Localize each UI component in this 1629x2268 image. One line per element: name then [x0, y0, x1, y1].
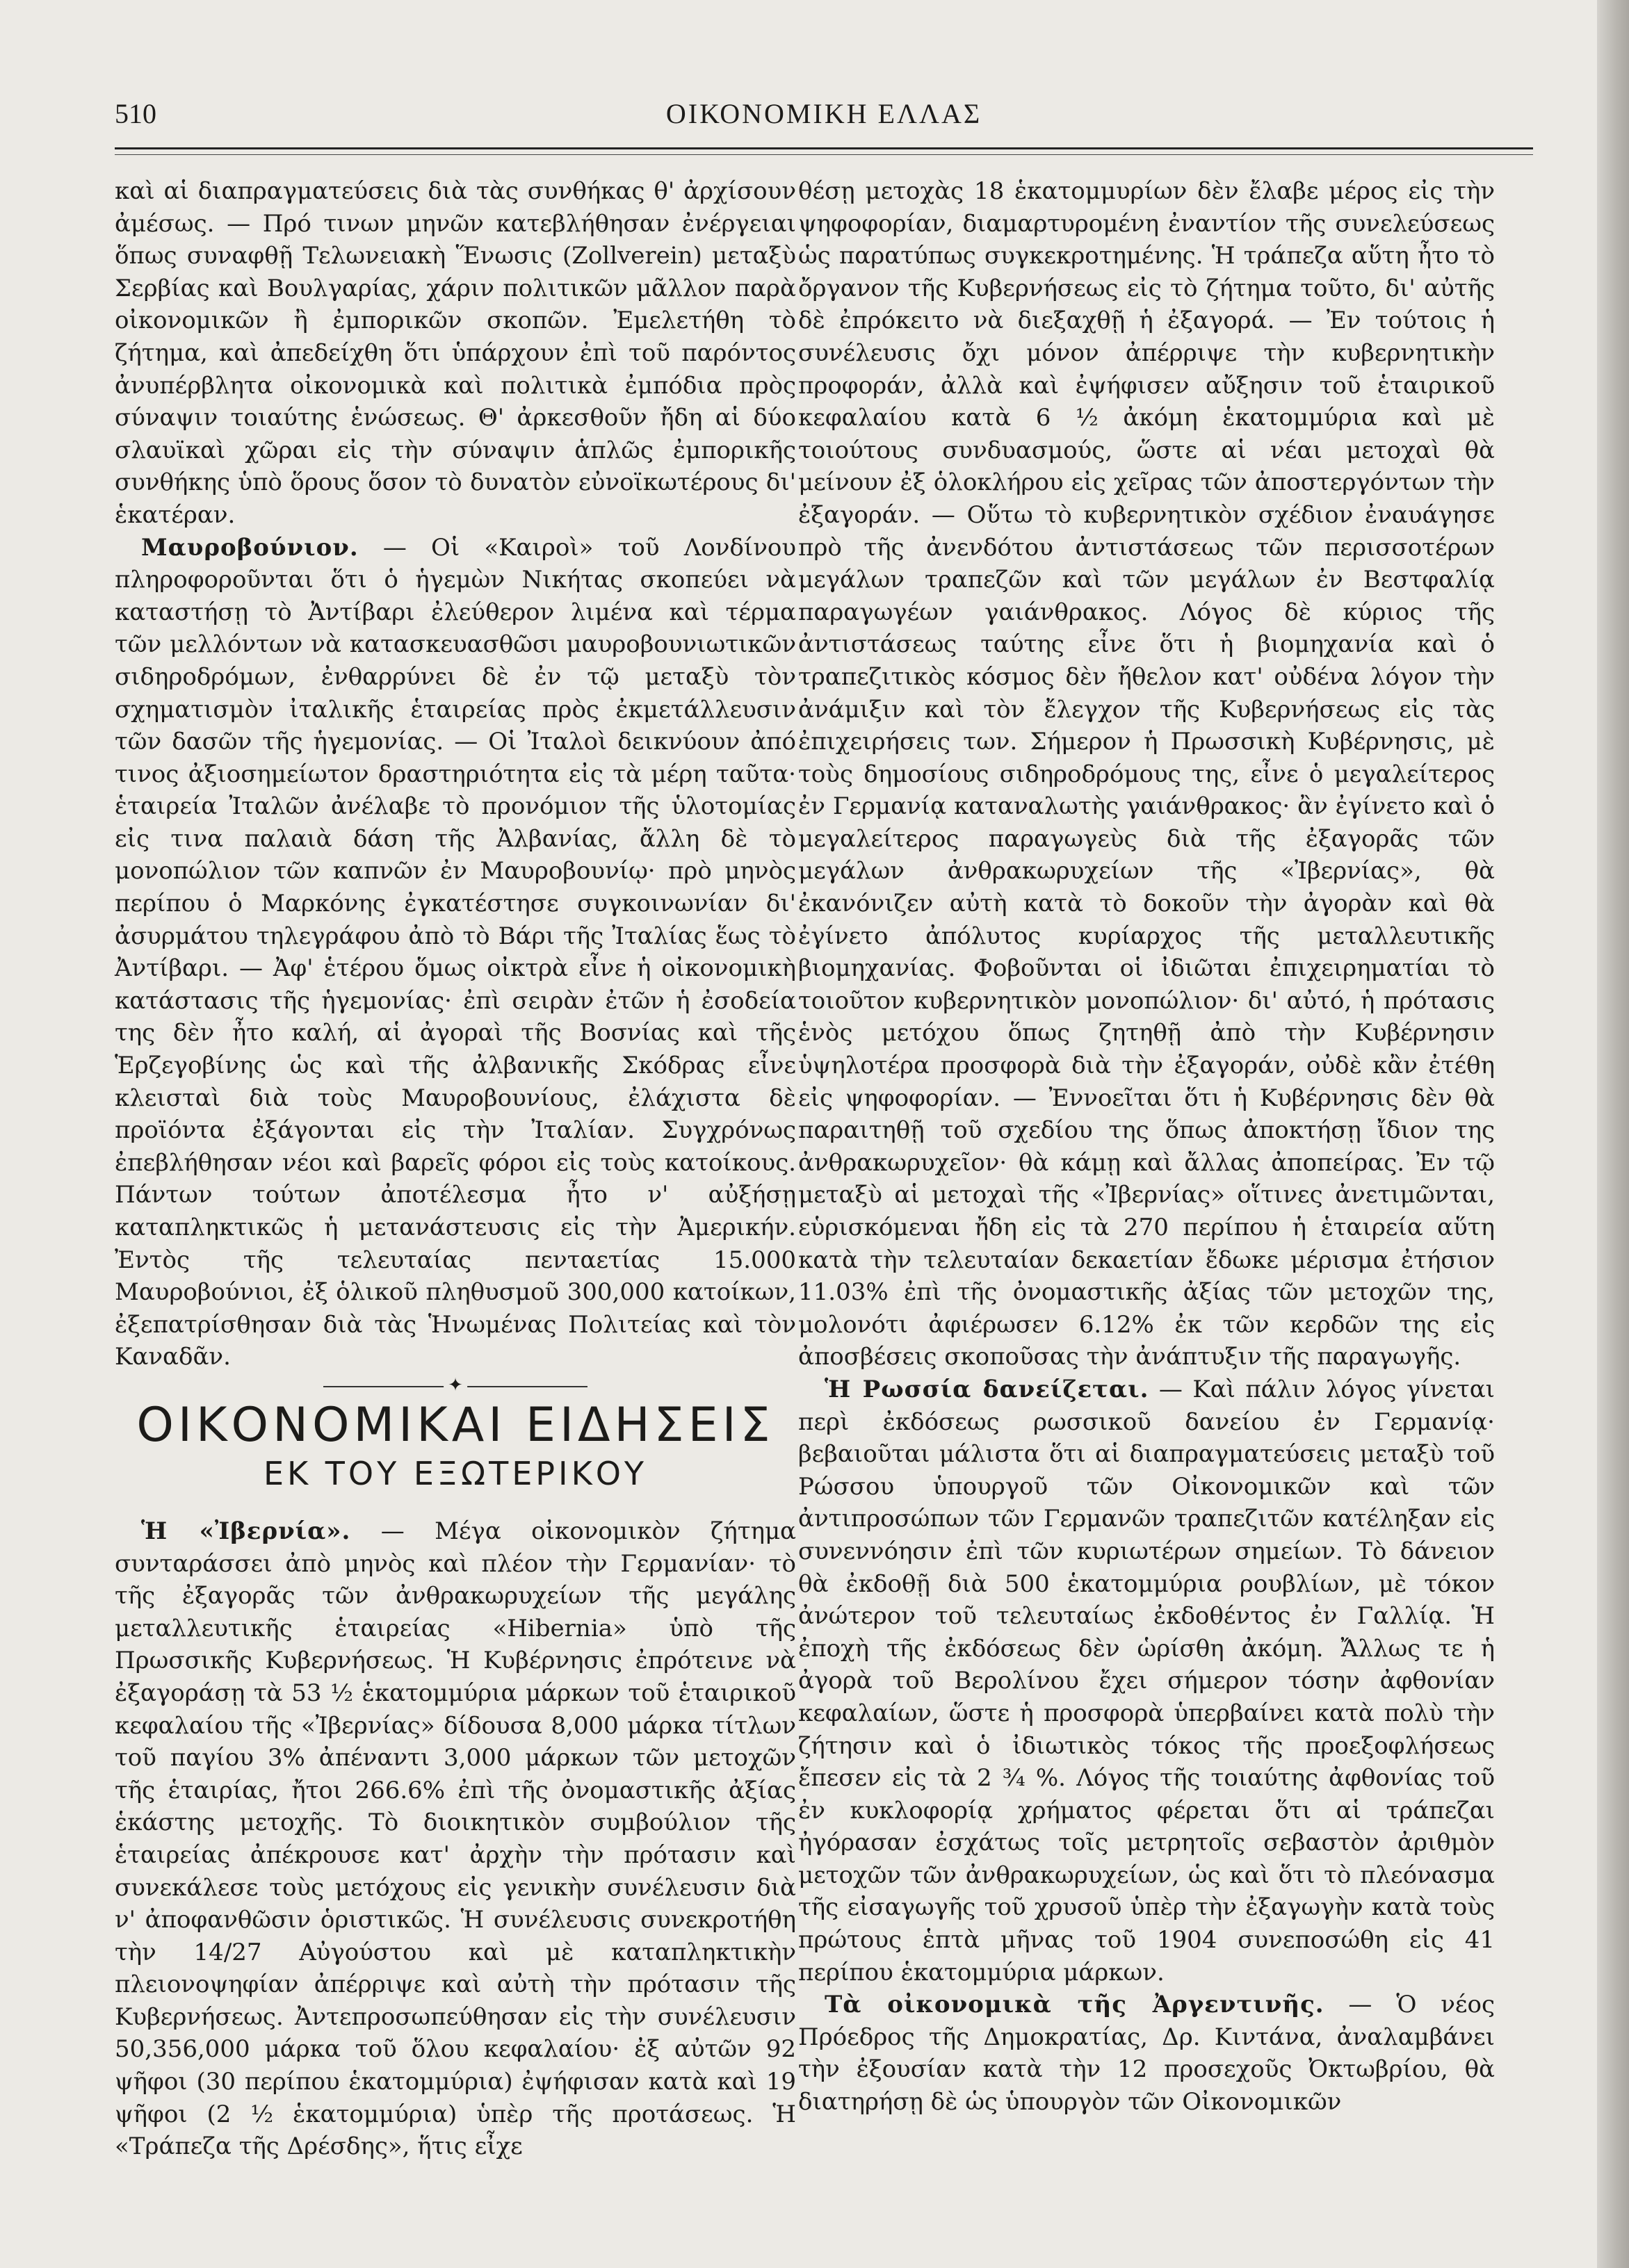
section-divider	[323, 1374, 587, 1396]
section-title: ΟΙΚΟΝΟΜΙΚΑΙ ΕΙΔΗΣΕΙΣ	[136, 1397, 775, 1453]
page-number: 510	[115, 98, 156, 129]
book-spine-shadow	[1597, 0, 1629, 2268]
journal-title: ΟΙΚΟΝΟΜΙΚΗ ΕΛΛΑΣ	[665, 98, 982, 129]
section-subtitle: ΕΚ ΤΟΥ ΕΞΩΤΕΡΙΚΟΥ	[263, 1454, 648, 1492]
paragraph-hibernia-continued: θέσῃ μετοχὰς 18 ἑκατομμυρίων δὲν ἔλαβε μέρος εἰς τὴν ψηφοφορίαν, διαμαρτυρομένη ἐναντίον τῆς συνελεύσεως ὡς παρατύπως συγκεκροτημένης. Ἡ τράπεζα αὕτη ἦτο τὸ ὄργανον τῆς Κυβερνήσεως εἰς τὸ ζήτημα τοῦτο, δι' αὐτῆς δὲ ἐπρόκειτο νὰ διεξαχθῇ ἡ ἐξαγορά. — Ἐν τούτοις ἡ συνέλευσις ὄχι μόνον ἀπέρριψε τὴν κυβερνητικὴν προφοράν, ἀλλὰ καὶ ἐψήφισεν αὔξησιν τοῦ ἑταιρικοῦ κεφαλαίου κατὰ 6 ½ ἀκόμη ἑκατομμύρια καὶ μὲ τοιούτους συνδυασμούς, ὥστε αἱ νέαι μετοχαὶ θὰ μείνουν ἐξ ὁλοκλήρου εἰς χεῖρας τῶν ἀποστεργόντων τὴν ἐξαγοράν. — Οὕτω τὸ κυβερνητικὸν σχέδιον ἐναυάγησε πρὸ τῆς ἀνενδότου ἀντιστάσεως τῶν περισσοτέρων μεγάλων τραπεζῶν καὶ τῶν μεγάλων ἐν Βεστφαλίᾳ παραγωγέων γαιάνθρακος. Λόγος δὲ κύριος τῆς ἀντιστάσεως ταύτης εἶνε ὅτι ἡ βιομηχανία καὶ ὁ τραπεζιτικὸς κόσμος δὲν ἤθελον κατ' οὐδένα λόγον τὴν ἀνάμιξιν καὶ τὸν ἔλεγχον τῆς Κυβερνήσεως εἰς τὰς ἐπιχειρήσεις των. Σήμερον ἡ Πρωσσικὴ Κυβέρνησις, μὲ τοὺς δημοσίους σιδηροδρόμους της, εἶνε ὁ μεγαλείτερος ἐν Γερμανίᾳ καταναλωτὴς γαιάνθρακος· ἂν ἐγίνετο καὶ ὁ μεγαλείτερος παραγωγεὺς διὰ τῆς ἐξαγορᾶς τῶν μεγάλων ἀνθρακωρυχείων τῆς «Ἰβερνίας», θὰ ἐκανόνιζεν αὐτὴ κατὰ τὸ δοκοῦν τὴν ἀγορὰν καὶ θὰ ἐγίνετο ἀπόλυτος κυρίαρχος τῆς μεταλλευτικῆς βιομηχανίας. Φοβοῦνται οἱ ἰδιῶται ἐπιχειρηματίαι τὸ τοιοῦτον κυβερνητικὸν μονοπώλιον· δι' αὐτό, ἡ πρότασις ἑνὸς μετόχου ὅπως ζητηθῇ ἀπὸ τὴν Κυβέρνησιν ὑψηλοτέρα προσφορὰ διὰ τὴν ἐξαγοράν, οὐδὲ κἂν ἐτέθη εἰς ψηφοφορίαν. — Ἐννοεῖται ὅτι ἡ Κυβέρνησις δὲν θὰ παραιτηθῇ τοῦ σχεδίου της ὅπως ἀποκτήσῃ ἴδιον της ἀνθρακωρυχεῖον· θὰ κάμῃ καὶ ἄλλας ἀποπείρας. Ἐν τῷ μεταξὺ αἱ μετοχαὶ τῆς «Ἰβερνίας» οἵτινες ἀνετιμῶνται, εὑρισκόμεναι ἤδη εἰς τὰ 270 περίπου ἡ ἑταιρεία αὕτη κατὰ τὴν τελευταίαν δεκαετίαν ἔδωκε μέρισμα ἐτήσιον 11.03% ἐπὶ τῆς ὀνομαστικῆς ἀξίας τῶν μετοχῶν της, μολονότι ἀφιέρωσεν 6.12% ἐκ τῶν κερδῶν της εἰς ἀποσβέσεις σκοποῦσας τὴν ἀνάπτυξιν τῆς παραγωγῆς.	[798, 177, 1495, 1371]
article-body-argentina: — Ὁ νέος Πρόεδρος τῆς Δημοκρατίας, Δρ. Κιντάνα, ἀναλαμβάνει τὴν ἐξουσίαν κατὰ τὴν 12 προσεχοῦς Ὀκτωβρίου, θὰ διατηρήσῃ δὲ ὡς ὑπουργὸν τῶν Οἰκονομικῶν	[798, 1991, 1495, 2116]
article-heading-montenegro: Μαυροβούνιον.	[141, 533, 359, 562]
article-body-hibernia: — Μέγα οἰκονομικὸν ζήτημα συνταράσσει ἀπὸ μηνὸς καὶ πλέον τὴν Γερμανίαν· τὸ τῆς ἐξαγορᾶς τῶν ἀνθρακωρυχείων τῆς μεγάλης μεταλλευτικῆς ἑταιρείας «Hibernia» ὑπὸ τῆς Πρωσσικῆς Κυβερνήσεως. Ἡ Κυβέρνησις ἐπρότεινε νὰ ἐξαγοράσῃ τὰ 53 ½ ἑκατομμύρια μάρκων τοῦ ἑταιρικοῦ κεφαλαίου τῆς «Ἰβερνίας» δίδουσα 8,000 μάρκα τίτλων τοῦ παγίου 3% ἀπέναντι 3,000 μάρκων τῶν μετοχῶν τῆς ἑταιρίας, ἤτοι 266.6% ἐπὶ τῆς ὀνομαστικῆς ἀξίας ἑκάστης μετοχῆς. Τὸ διοικητικὸν συμβούλιον τῆς ἑταιρείας ἀπέκρουσε κατ' ἀρχὴν τὴν πρότασιν καὶ συνεκάλεσε τοὺς μετόχους εἰς γενικὴν συνέλευσιν διὰ ν' ἀποφανθῶσιν ὁριστικῶς. Ἡ συνέλευσις συνεκροτήθη τὴν 14/27 Αὐγούστου καὶ μὲ καταπληκτικὴν πλειονοψηφίαν ἀπέρριψε καὶ αὐτὴ τὴν πρότασιν τῆς Κυβερνήσεως. Ἀντεπροσωπεύθησαν εἰς τὴν συνέλευσιν 50,356,000 μάρκα τοῦ ὅλου κεφαλαίου· ἐξ αὐτῶν 92 ψῆφοι (30 περίπου ἑκατομμύρια) ἐψήφισαν κατὰ καὶ 19 ψῆφοι (2 ½ ἑκατομμύρια) ὑπὲρ τῆς προτάσεως. Ἡ «Τράπεζα τῆς Δρέσδης», ἥτις εἶχε	[115, 1517, 796, 2161]
article-heading-russia: Ἡ Ρωσσία δανείζεται.	[825, 1375, 1149, 1403]
article-body-montenegro: — Οἱ «Καιροὶ» τοῦ Λονδίνου πληροφοροῦνται ὅτι ὁ ἡγεμὼν Νικήτας σκοπεύει νὰ καταστήσῃ τὸ Ἀντίβαρι ἐλεύθερον λιμένα καὶ τέρμα τῶν μελλόντων νὰ κατασκευασθῶσι μαυροβουνιωτικῶν σιδηροδρόμων, ἐνθαρρύνει δὲ ἐν τῷ μεταξὺ τὸν σχηματισμὸν ἰταλικῆς ἑταιρείας πρὸς ἐκμετάλλευσιν τῶν δασῶν τῆς ἡγεμονίας. — Οἱ Ἰταλοὶ δεικνύουν ἀπό τινος ἀξιοσημείωτον δραστηριότητα εἰς τὰ μέρη ταῦτα· ἑταιρεία Ἰταλῶν ἀνέλαβε τὸ προνόμιον τῆς ὑλοτομίας εἰς τινα παλαιὰ δάση τῆς Ἀλβανίας, ἄλλη δὲ τὸ μονοπώλιον τῶν καπνῶν ἐν Μαυροβουνίῳ· πρὸ μηνὸς περίπου ὁ Μαρκόνης ἐγκατέστησε συγκοινωνίαν δι' ἀσυρμάτου τηλεγράφου ἀπὸ τὸ Βάρι τῆς Ἰταλίας ἕως τὸ Ἀντίβαρι. — Ἀφ' ἑτέρου ὅμως οἰκτρὰ εἶνε ἡ οἰκονομικὴ κατάστασις τῆς ἡγεμονίας· ἐπὶ σειρὰν ἐτῶν ἡ ἐσοδεία της δὲν ἦτο καλή, αἱ ἀγοραὶ τῆς Βοσνίας καὶ τῆς Ἑρζεγοβίνης ὡς καὶ τῆς ἀλβανικῆς Σκόδρας εἶνε κλεισταὶ διὰ τοὺς Μαυροβουνίους, ἐλάχιστα δὲ προϊόντα ἐξάγονται εἰς τὴν Ἰταλίαν. Συγχρόνως ἐπεβλήθησαν νέοι καὶ βαρεῖς φόροι εἰς τοὺς κατοίκους. Πάντων τούτων ἀποτέλεσμα ἦτο ν' αὐξήσῃ καταπληκτικῶς ἡ μετανάστευσις εἰς τὴν Ἀμερικήν. Ἐντὸς τῆς τελευταίας πενταετίας 15.000 Μαυροβούνιοι, ἐξ ὁλικοῦ πληθυσμοῦ 300,000 κατοίκων, ἐξεπατρίσθησαν διὰ τὰς Ἡνωμένας Πολιτείας καὶ τὸν Καναδᾶν.	[115, 533, 796, 1371]
header-rule-thin	[115, 154, 1533, 155]
header-rule	[115, 147, 1533, 149]
right-column	[798, 175, 1495, 2119]
running-head	[115, 97, 1533, 139]
paragraph-customs-union: καὶ αἱ διαπραγματεύσεις διὰ τὰς συνθήκας θ' ἀρχίσουν ἀμέσως. — Πρό τινων μηνῶν κατεβλήθησαν ἐνέργειαι ὅπως συναφθῇ Τελωνειακὴ Ἕνωσις (Zollverein) μεταξὺ Σερβίας καὶ Βουλγαρίας, χάριν πολιτικῶν μᾶλλον παρὰ οἰκονομικῶν ἢ ἐμπορικῶν σκοπῶν. Ἐμελετήθη τὸ ζήτημα, καὶ ἀπεδείχθη ὅτι ὑπάρχουν ἐπὶ τοῦ παρόντος ἀνυπέρβλητα οἰκονομικὰ καὶ πολιτικὰ ἐμπόδια πρὸς σύναψιν τοιαύτης ἑνώσεως. Θ' ἀρκεσθοῦν ἤδη αἱ δύο σλαυϊκαὶ χῶραι εἰς τὴν σύναψιν ἁπλῶς ἐμπορικῆς συνθήκης ὑπὸ ὅρους ὅσον τὸ δυνατὸν εὐνοϊκωτέρους δι' ἑκατέραν.	[115, 177, 796, 529]
paragraph-argentina	[798, 1989, 1495, 2118]
divider-ornament-icon: ✦	[444, 1376, 467, 1394]
article-heading-argentina: Τὰ οἰκονομικὰ τῆς Ἀργεντινῆς.	[825, 1991, 1324, 2019]
article-body-russia: — Καὶ πάλιν λόγος γίνεται περὶ ἐκδόσεως ρωσσικοῦ δανείου ἐν Γερμανίᾳ· βεβαιοῦται μάλιστα ὅτι αἱ διαπραγματεύσεις μεταξὺ τοῦ Ρώσσου ὑπουργοῦ τῶν Οἰκονομικῶν καὶ τῶν ἀντιπροσώπων τῶν Γερμανῶν τραπεζιτῶν κατέληξαν εἰς συνεννόησιν ἐπὶ τῶν κυριωτέρων σημείων. Τὸ δάνειον θὰ ἐκδοθῇ διὰ 500 ἑκατομμύρια ρουβλίων, μὲ τόκον ἀνώτερον τοῦ τελευταίως ἐκδοθέντος ἐν Γαλλίᾳ. Ἡ ἐποχὴ τῆς ἐκδόσεως δὲν ὡρίσθη ἀκόμη. Ἄλλως τε ἡ ἀγορὰ τοῦ Βερολίνου ἔχει σήμερον τόσην ἀφθονίαν κεφαλαίων, ὥστε ἡ προσφορὰ ὑπερβαίνει κατὰ πολὺ τὴν ζήτησιν καὶ ὁ ἰδιωτικὸς τόκος τῆς προεξοφλήσεως ἔπεσεν εἰς τὰ 2 ¾ %. Λόγος τῆς τοιαύτης ἀφθονίας τοῦ ἐν κυκλοφορίᾳ χρήματος φέρεται ὅτι αἱ τράπεζαι ἠγόρασαν ἐσχάτως τοῖς μετρητοῖς σεβαστὸν ἀριθμὸν μετοχῶν τῶν ἀνθρακωρυχείων, ὡς καὶ ὅτι τὸ πλεόνασμα τῆς εἰσαγωγῆς τοῦ χρυσοῦ ὑπὲρ τὴν ἐξαγωγὴν κατὰ τοὺς πρώτους ἑπτὰ μῆνας τοῦ 1904 συνεποσώθη εἰς 41 περίπου ἑκατομμύρια μάρκων.	[798, 1375, 1495, 1986]
article-heading-hibernia: Ἡ «Ἰβερνία».	[141, 1517, 351, 1545]
paragraph-montenegro	[115, 532, 796, 1373]
paragraph-hibernia	[115, 1515, 796, 2163]
left-column	[115, 175, 796, 2163]
paragraph-russia-loan	[798, 1373, 1495, 1989]
